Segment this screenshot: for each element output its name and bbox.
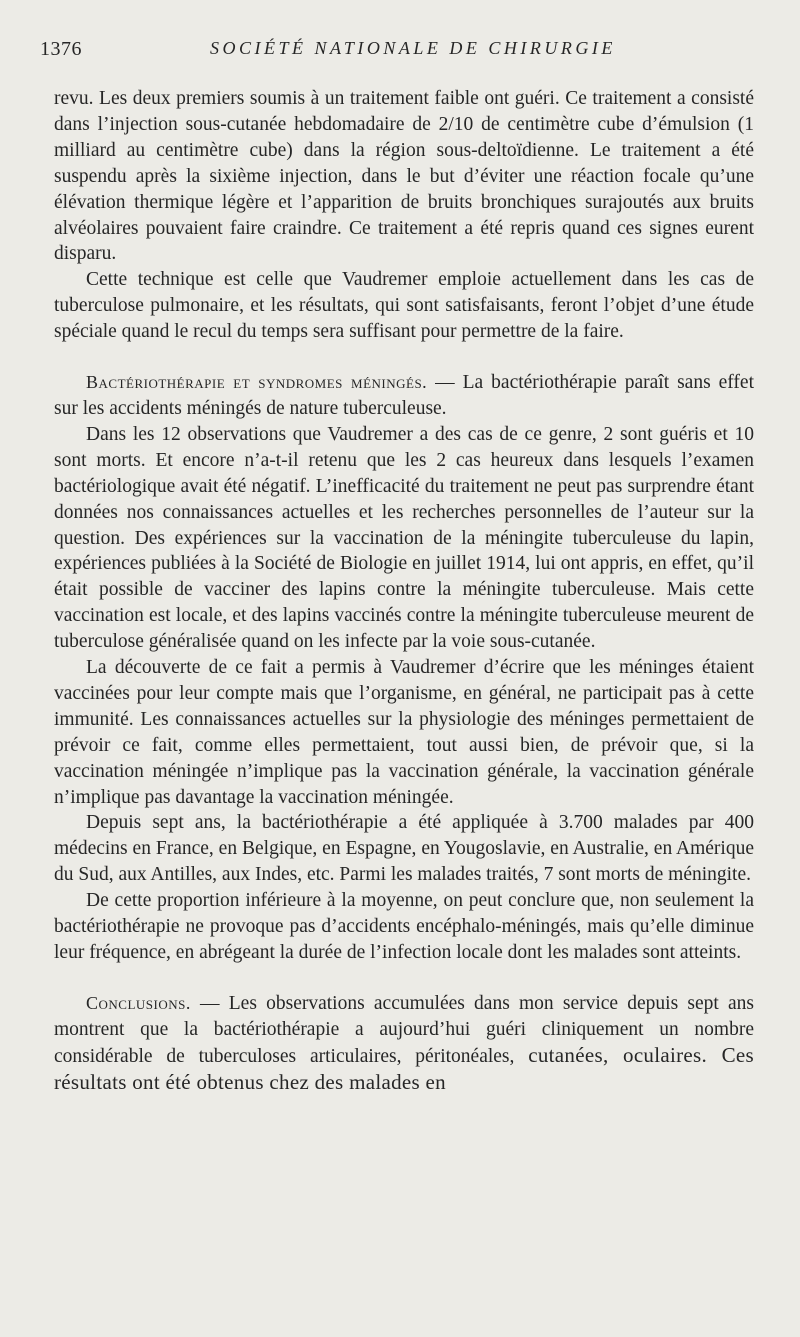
- section-meningites-intro: [54, 370, 754, 422]
- section-heading-meningites: Bactériothérapie et syndromes méningés.: [86, 372, 428, 393]
- conclusions-last-line: cutanées, oculaires. Ces résultats ont été obtenus chez des malades en: [54, 1042, 754, 1094]
- paragraph-decouverte: La découverte de ce fait a permis à Vaudremer d’écrire que les méninges étaient vaccinées pour leur compte mais que l’organisme, en général, ne participait pas à cette immunité. Les connaissances actuelles sur la physiologie des méninges permettaient de prévoir ce fait, comme elles permettaient, tout aussi bien, de prévoir que, si la vaccination méningée n’implique pas la vaccination générale, la vaccination générale n’implique pas davantage la vaccination méningée.: [54, 657, 754, 808]
- paragraph-technique: Cette technique est celle que Vaudremer emploie actuellement dans les cas de tuberculose pulmonaire, et les résultats, qui sont satisfaisants, feront l’objet d’une étude spéciale quand le recul du temps sera suffisant pour permettre de la faire.: [54, 269, 754, 343]
- section-lead-meningites: — La bactériothérapie paraît sans effet sur les accidents méningés de nature tuberculeuse.: [54, 372, 754, 419]
- paragraph-observations: Dans les 12 observations que Vaudremer a des cas de ce genre, 2 sont guéris et 10 sont morts. Et encore n’a-t-il retenu que les 2 cas heureux dans lesquels l’examen bactériologique avait été négatif. L’inefficacité du traitement ne peut pas surprendre étant données nos connaissances actuelles et les recherches personnelles de l’auteur sur la question. Des expériences sur la vaccination de la méningite tuberculeuse du lapin, expériences publiées à la Société de Biologie en juillet 1914, lui ont appris, en effet, qu’il était possible de vacciner des lapins contre la méningite tuberculeuse. Mais cette vaccination est locale, et des lapins vaccinés contre la méningite tuberculeuse meurent de tuberculose généralisée quand on les infecte par la voie sous-cutanée.: [54, 423, 754, 653]
- page-number: 1376: [40, 38, 82, 60]
- paragraph-proportion: De cette proportion inférieure à la moyenne, on peut conclure que, non seulement la bactériothérapie ne provoque pas d’accidents encéphalo-méningés, mais qu’elle diminue leur fréquence, en abrégeant la durée de l’infection locale dont les malades sont atteints.: [54, 890, 754, 963]
- section-conclusions: [54, 991, 754, 1097]
- journal-title: SOCIÉTÉ NATIONALE DE CHIRURGIE: [210, 38, 616, 58]
- section-heading-conclusions: Conclusions.: [86, 992, 191, 1013]
- running-header: [40, 38, 760, 68]
- paragraph-depuis-sept-ans: Depuis sept ans, la bactériothérapie a été appliquée à 3.700 malades par 400 médecins en France, en Belgique, en Espagne, en Yougoslavie, en Australie, en Amérique du Sud, aux Antilles, aux Indes, etc. Parmi les malades traités, 7 sont morts de méningite.: [54, 812, 754, 886]
- article-body: [54, 86, 754, 1097]
- section-lead-conclusions: — Les observations accumulées dans mon service depuis sept ans montrent que la bactériothérapie a aujourd’hui guéri cliniquement un nombre considérable de tuberculoses articulaires, péritonéales,: [54, 992, 754, 1067]
- paragraph-traitement: revu. Les deux premiers soumis à un traitement faible ont guéri. Ce traitement a consisté dans l’injection sous-cutanée hebdomadaire de 2/10 de centimètre cube d’émulsion (1 milliard au centimètre cube) dans la région sous-deltoïdienne. Le traitement a été suspendu après la sixième injection, dans le but d’éviter une réaction focale qu’une élévation thermique légère et l’apparition de bruits bronchiques surajoutés aux bruits alvéolaires pouvaient faire craindre. Ce traitement a été repris quand ces signes eurent disparu.: [54, 88, 754, 265]
